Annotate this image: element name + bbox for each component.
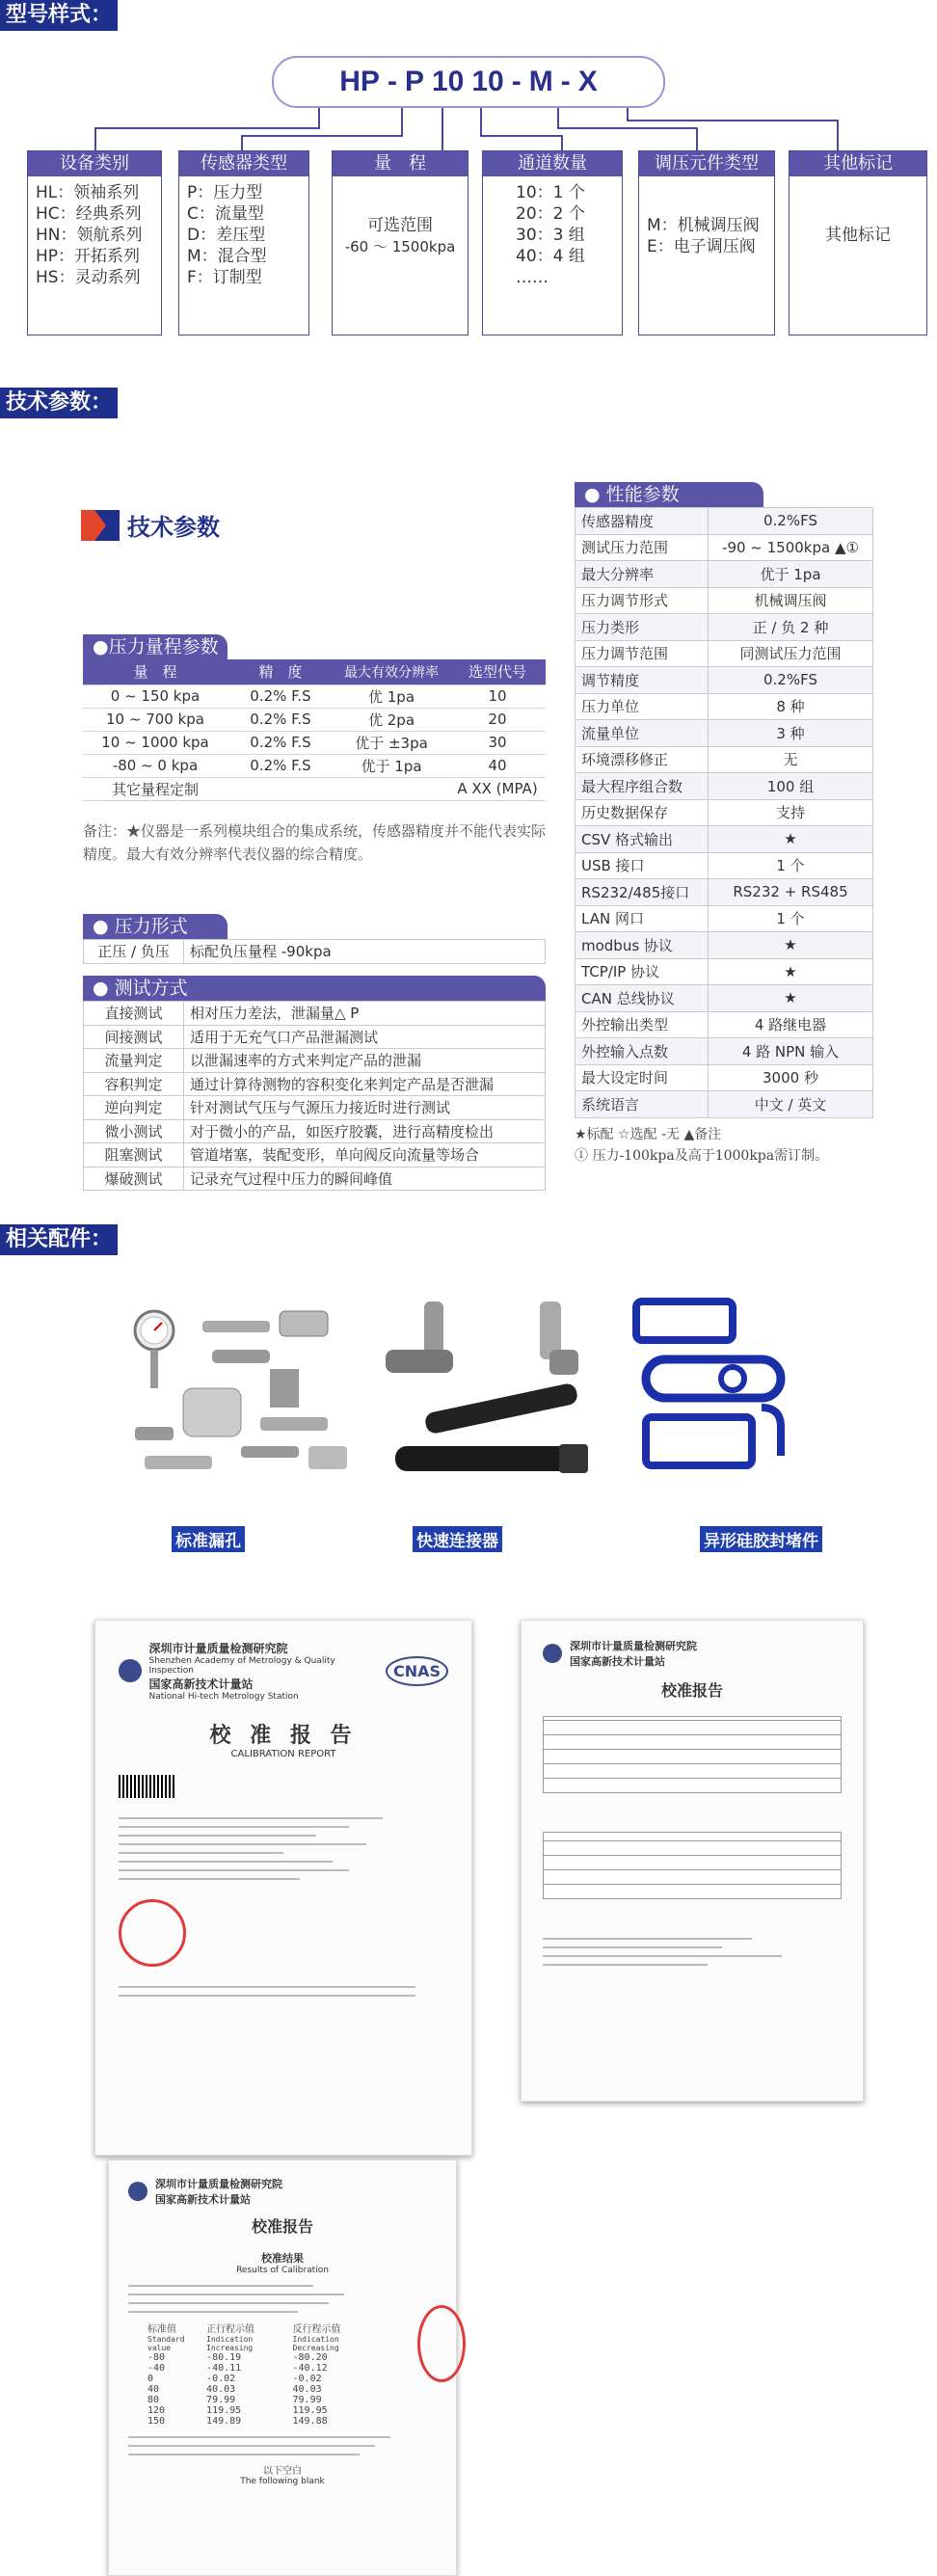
connector-line bbox=[557, 108, 559, 129]
report-title: 校 准 报 告 bbox=[209, 1724, 358, 1748]
table-cell: 0.2%FS bbox=[709, 667, 873, 694]
table-cell: 79.99 bbox=[206, 2395, 236, 2405]
table-row bbox=[576, 1064, 873, 1091]
table-cell: 最大程序组合数 bbox=[576, 773, 709, 800]
model-code-dash: - bbox=[560, 66, 571, 97]
cnas-badge: CNAS bbox=[386, 1656, 448, 1686]
table-cell: 40 bbox=[449, 754, 546, 777]
table-cell: -40 bbox=[147, 2363, 166, 2374]
institute-name: 深圳市计量质量检测研究院 bbox=[570, 1640, 697, 1652]
model-box-line: F：订制型 bbox=[187, 268, 262, 287]
model-box-device-category bbox=[27, 150, 162, 335]
table-row bbox=[84, 1049, 546, 1073]
standards-table bbox=[543, 1832, 842, 1899]
model-code-dash: - bbox=[387, 66, 397, 97]
table-cell: 压力调节范围 bbox=[576, 640, 709, 667]
table-row bbox=[576, 958, 873, 985]
connector-line bbox=[696, 127, 698, 150]
model-box-regulator-type bbox=[638, 150, 775, 335]
table-cell: CAN 总线协议 bbox=[576, 985, 709, 1012]
table-cell: 150 bbox=[147, 2416, 166, 2427]
performance-table bbox=[575, 507, 873, 1118]
table-cell: 149.89 bbox=[206, 2416, 242, 2427]
model-box-title: 调压元件类型 bbox=[639, 151, 774, 176]
connector-line bbox=[480, 135, 563, 137]
model-code-series: HP bbox=[339, 66, 380, 97]
standard-leak-image bbox=[125, 1301, 366, 1485]
range-table bbox=[83, 659, 546, 801]
model-box-line: HC：经典系列 bbox=[36, 204, 142, 224]
range-note: 备注：★仪器是一系列模块组合的集成系统，传感器精度并不能代表实际精度。最大有效分辨率代表仪器的综合精度。 bbox=[83, 822, 547, 863]
station-name: 国家高新技术计量站 bbox=[155, 2193, 251, 2206]
table-row bbox=[576, 1091, 873, 1118]
results-title-en: Results of Calibration bbox=[236, 2266, 329, 2275]
official-seal bbox=[119, 1899, 186, 1967]
connector-line bbox=[837, 120, 839, 150]
table-cell: ★ bbox=[709, 985, 873, 1012]
model-box-channels bbox=[482, 150, 623, 335]
connector-line bbox=[557, 127, 698, 129]
table-cell: 记录充气过程中压力的瞬间峰值 bbox=[184, 1167, 546, 1191]
table-row bbox=[83, 754, 546, 777]
table-row bbox=[576, 985, 873, 1012]
table-cell: 40.03 bbox=[206, 2384, 236, 2395]
model-box-line: -60 ～ 1500kpa bbox=[344, 238, 456, 255]
table-row bbox=[576, 720, 873, 747]
table-cell: 优 1pa bbox=[334, 684, 449, 708]
institute-name: 深圳市计量质量检测研究院 bbox=[148, 1642, 288, 1655]
table-cell: 120 bbox=[147, 2405, 166, 2416]
table-cell: 调节精度 bbox=[576, 667, 709, 694]
table-cell: 其它量程定制 bbox=[83, 777, 228, 800]
model-code-regulator: M bbox=[528, 66, 553, 97]
table-cell: 压力单位 bbox=[576, 693, 709, 720]
range-table-block bbox=[83, 634, 546, 801]
table-row bbox=[576, 614, 873, 641]
table-cell: 119.95 bbox=[292, 2405, 328, 2416]
results-title: 校准结果 bbox=[261, 2252, 304, 2265]
table-cell: 压力类形 bbox=[576, 614, 709, 641]
table-row bbox=[83, 731, 546, 754]
table-cell: A XX (MPA) bbox=[449, 777, 546, 800]
table-cell: ★ bbox=[709, 958, 873, 985]
connector-line bbox=[318, 108, 320, 129]
report-title: 校准报告 bbox=[251, 2217, 313, 2236]
results-header: 标准值 bbox=[147, 2324, 176, 2335]
connector-line bbox=[561, 135, 563, 150]
pressure-form-block bbox=[83, 914, 546, 964]
table-row bbox=[576, 852, 873, 879]
table-row bbox=[576, 534, 873, 561]
model-box-line: HS：灵动系列 bbox=[36, 268, 141, 287]
table-row bbox=[83, 777, 546, 800]
table-cell: 优于 ±3pa bbox=[334, 731, 449, 754]
model-box-line: HN：领航系列 bbox=[36, 226, 143, 245]
table-cell: 10 bbox=[449, 684, 546, 708]
table-row bbox=[576, 1038, 873, 1065]
tech-title-text: 技术参数 bbox=[127, 514, 220, 541]
quick-connector-image bbox=[366, 1292, 598, 1485]
range-table-header: 最大有效分辨率 bbox=[334, 659, 449, 684]
table-row bbox=[576, 561, 873, 588]
table-cell: 测试压力范围 bbox=[576, 534, 709, 561]
table-cell: 80 bbox=[147, 2395, 160, 2405]
results-header-en: Indication Decreasing bbox=[292, 2335, 339, 2352]
pressure-form-title: ● 压力形式 bbox=[83, 914, 228, 939]
connector-line bbox=[94, 127, 96, 150]
table-cell: 外控输入点数 bbox=[576, 1038, 709, 1065]
table-cell: 40 bbox=[147, 2384, 160, 2395]
table-row bbox=[84, 1096, 546, 1120]
table-cell: 4 路 NPN 输入 bbox=[709, 1038, 873, 1065]
table-cell: LAN 网口 bbox=[576, 905, 709, 932]
table-cell: 0.2% F.S bbox=[228, 684, 334, 708]
table-row bbox=[576, 587, 873, 614]
table-row bbox=[147, 2416, 379, 2427]
table-row bbox=[147, 2384, 379, 2395]
connector-line bbox=[401, 108, 403, 137]
report-title-en: CALIBRATION REPORT bbox=[230, 1749, 336, 1759]
table-cell: -0.02 bbox=[292, 2374, 322, 2384]
model-box-line: 可选范围 bbox=[367, 216, 433, 235]
table-row bbox=[576, 1011, 873, 1038]
connector-line bbox=[241, 135, 243, 150]
official-seal bbox=[417, 2305, 466, 2382]
model-box-title: 传感器类型 bbox=[179, 151, 308, 176]
table-cell: 1 个 bbox=[709, 852, 873, 879]
table-cell: TCP/IP 协议 bbox=[576, 958, 709, 985]
table-row bbox=[84, 1072, 546, 1096]
table-row bbox=[84, 940, 546, 964]
table-cell: 0.2% F.S bbox=[228, 708, 334, 731]
model-box-sensor-type bbox=[178, 150, 309, 335]
accessory-caption: 快速连接器 bbox=[413, 1526, 502, 1552]
table-cell: CSV 格式输出 bbox=[576, 826, 709, 853]
table-cell: 机械调压阀 bbox=[709, 587, 873, 614]
table-cell: 1 个 bbox=[709, 905, 873, 932]
calibration-results-page bbox=[108, 2160, 457, 2576]
institute-logo-icon bbox=[543, 1644, 562, 1663]
results-header: 反行程示值 bbox=[292, 2324, 341, 2335]
footer-text-en: The following blank bbox=[240, 2477, 325, 2486]
range-table-title: ●压力量程参数 bbox=[83, 634, 228, 659]
table-cell: modbus 协议 bbox=[576, 932, 709, 959]
table-cell: 149.88 bbox=[292, 2416, 328, 2427]
table-cell: 40.03 bbox=[292, 2384, 322, 2395]
table-row bbox=[83, 708, 546, 731]
table-row bbox=[84, 1143, 546, 1167]
connector-line bbox=[627, 120, 839, 121]
table-cell bbox=[334, 777, 449, 800]
section-model-tag: 型号样式： bbox=[0, 0, 118, 31]
model-box-other bbox=[789, 150, 927, 335]
table-cell: 流量单位 bbox=[576, 720, 709, 747]
range-table-header: 量 程 bbox=[83, 659, 228, 684]
institute-logo-icon bbox=[119, 1659, 142, 1682]
tech-title bbox=[81, 508, 220, 542]
model-code-pill bbox=[272, 56, 665, 108]
model-box-title: 设备类别 bbox=[28, 151, 161, 176]
model-code-channels: 10 bbox=[471, 66, 504, 97]
table-cell: USB 接口 bbox=[576, 852, 709, 879]
model-box-line: HL：领袖系列 bbox=[36, 183, 140, 202]
performance-footnote: ① 压力-100kpa及高于1000kpa需订制。 bbox=[575, 1147, 829, 1164]
model-code-dash: - bbox=[511, 66, 522, 97]
table-cell: 阻塞测试 bbox=[84, 1143, 184, 1167]
test-modes-block bbox=[83, 976, 546, 1191]
model-box-line: HP：开拓系列 bbox=[36, 247, 141, 266]
table-cell: 通过计算待测物的容积变化来判定产品是否泄漏 bbox=[184, 1072, 546, 1096]
section-accessories-tag: 相关配件： bbox=[0, 1224, 118, 1255]
table-cell: 压力调节形式 bbox=[576, 587, 709, 614]
table-row bbox=[147, 2363, 379, 2374]
test-modes-title: ● 测试方式 bbox=[83, 976, 546, 1001]
table-cell bbox=[228, 777, 334, 800]
table-cell: -80 bbox=[147, 2352, 166, 2363]
table-cell: 100 组 bbox=[709, 773, 873, 800]
results-header-en: Indication Increasing bbox=[206, 2335, 254, 2352]
table-row bbox=[576, 799, 873, 826]
table-row bbox=[147, 2352, 379, 2363]
table-cell: 支持 bbox=[709, 799, 873, 826]
table-cell: 优于 1pa bbox=[334, 754, 449, 777]
table-cell: 中文 / 英文 bbox=[709, 1091, 873, 1118]
results-table bbox=[147, 2321, 379, 2427]
footer-text: 以下空白 bbox=[263, 2466, 302, 2477]
table-cell: 8 种 bbox=[709, 693, 873, 720]
accessory-caption: 异形硅胶封堵件 bbox=[700, 1526, 822, 1552]
results-header-en: Standard value bbox=[147, 2335, 185, 2352]
model-box-line: M：混合型 bbox=[187, 247, 267, 266]
table-cell: 最大设定时间 bbox=[576, 1064, 709, 1091]
results-header: 正行程示值 bbox=[206, 2324, 255, 2335]
performance-legend: ★标配 ☆选配 -无 ▲备注 bbox=[575, 1126, 722, 1142]
institute-logo-icon bbox=[128, 2182, 147, 2201]
table-row bbox=[576, 932, 873, 959]
table-cell: 适用于无充气口产品泄漏测试 bbox=[184, 1025, 546, 1049]
table-cell: ★ bbox=[709, 826, 873, 853]
model-code-range: 10 bbox=[431, 66, 465, 97]
connector-line bbox=[480, 108, 482, 137]
model-box-line: M：机械调压阀 bbox=[647, 216, 760, 235]
table-row bbox=[147, 2374, 379, 2384]
table-cell: 同测试压力范围 bbox=[709, 640, 873, 667]
model-box-line: 30：3 组 bbox=[516, 226, 585, 245]
table-cell: 优 2pa bbox=[334, 708, 449, 731]
table-cell: 优于 1pa bbox=[709, 561, 873, 588]
standards-table bbox=[543, 1716, 842, 1793]
table-cell: 3000 秒 bbox=[709, 1064, 873, 1091]
table-row bbox=[576, 693, 873, 720]
table-row bbox=[576, 508, 873, 535]
table-cell: 外控输出类型 bbox=[576, 1011, 709, 1038]
model-box-title: 其他标记 bbox=[790, 151, 926, 176]
table-cell: 对于微小的产品，如医疗胶囊，进行高精度检出 bbox=[184, 1119, 546, 1143]
table-cell: 0 ~ 150 kpa bbox=[83, 684, 228, 708]
table-row bbox=[84, 1167, 546, 1191]
table-cell: 环境漂移修正 bbox=[576, 746, 709, 773]
barcode bbox=[119, 1775, 176, 1798]
table-cell: 管道堵塞，装配变形，单向阀反向流量等场合 bbox=[184, 1143, 546, 1167]
station-name: 国家高新技术计量站 bbox=[148, 1677, 254, 1691]
section-tech-tag: 技术参数： bbox=[0, 388, 118, 418]
range-table-header: 精 度 bbox=[228, 659, 334, 684]
pressure-form-value: 标配负压量程 -90kpa bbox=[184, 940, 546, 964]
accessory-caption: 标准漏孔 bbox=[172, 1526, 245, 1552]
model-box-line: 40：4 组 bbox=[516, 247, 585, 266]
table-row bbox=[576, 826, 873, 853]
calibration-certificate-page bbox=[521, 1620, 864, 2102]
performance-title: ● 性能参数 bbox=[575, 482, 763, 507]
table-row bbox=[84, 1119, 546, 1143]
performance-block bbox=[575, 482, 873, 1165]
range-table-header: 选型代号 bbox=[449, 659, 546, 684]
model-box-line: D：差压型 bbox=[187, 226, 266, 245]
table-cell: 爆破测试 bbox=[84, 1167, 184, 1191]
station-name-en: National Hi-tech Metrology Station bbox=[148, 1692, 299, 1702]
model-box-line: 其他标记 bbox=[825, 226, 891, 245]
table-row bbox=[84, 1025, 546, 1049]
table-row bbox=[84, 1002, 546, 1026]
table-cell: 传感器精度 bbox=[576, 508, 709, 535]
model-box-line: E：电子调压阀 bbox=[647, 237, 756, 256]
table-cell: -40.12 bbox=[292, 2363, 328, 2374]
table-cell: 20 bbox=[449, 708, 546, 731]
table-row bbox=[147, 2405, 379, 2416]
table-cell: 直接测试 bbox=[84, 1002, 184, 1026]
table-cell: -80 ~ 0 kpa bbox=[83, 754, 228, 777]
connector-line bbox=[241, 135, 403, 137]
table-cell: 逆向判定 bbox=[84, 1096, 184, 1120]
table-cell: RS232/485接口 bbox=[576, 879, 709, 906]
table-cell: 119.95 bbox=[206, 2405, 242, 2416]
institute-name: 深圳市计量质量检测研究院 bbox=[155, 2178, 282, 2190]
table-cell: 79.99 bbox=[292, 2395, 322, 2405]
table-row bbox=[147, 2395, 379, 2405]
table-row bbox=[576, 746, 873, 773]
table-cell: 系统语言 bbox=[576, 1091, 709, 1118]
table-cell: 4 路继电器 bbox=[709, 1011, 873, 1038]
table-cell: 0.2% F.S bbox=[228, 731, 334, 754]
table-cell: 容积判定 bbox=[84, 1072, 184, 1096]
table-cell: -90 ~ 1500kpa ▲① bbox=[709, 534, 873, 561]
table-cell: 最大分辨率 bbox=[576, 561, 709, 588]
tech-logo-icon bbox=[81, 510, 120, 541]
connector-line bbox=[442, 108, 443, 150]
model-box-line: 20：2 个 bbox=[516, 204, 585, 224]
table-cell: 0 bbox=[147, 2374, 154, 2384]
table-cell: 10 ~ 1000 kpa bbox=[83, 731, 228, 754]
table-cell: -40.11 bbox=[206, 2363, 242, 2374]
table-cell: 流量判定 bbox=[84, 1049, 184, 1073]
model-box-line: P：压力型 bbox=[187, 183, 263, 202]
model-box-range bbox=[332, 150, 468, 335]
station-name: 国家高新技术计量站 bbox=[570, 1655, 665, 1668]
silicone-plug-image bbox=[617, 1292, 810, 1485]
model-code-sensor: P bbox=[404, 66, 424, 97]
table-cell: 30 bbox=[449, 731, 546, 754]
table-cell: 微小测试 bbox=[84, 1119, 184, 1143]
table-row bbox=[576, 773, 873, 800]
table-cell: 3 种 bbox=[709, 720, 873, 747]
table-cell: 以泄漏速率的方式来判定产品的泄漏 bbox=[184, 1049, 546, 1073]
model-code-other: X bbox=[577, 66, 598, 97]
table-cell: 正 / 负 2 种 bbox=[709, 614, 873, 641]
institute-name-en: Shenzhen Academy of Metrology & Quality Inspection bbox=[148, 1656, 335, 1676]
table-row bbox=[83, 684, 546, 708]
table-row bbox=[576, 667, 873, 694]
table-cell: -0.02 bbox=[206, 2374, 236, 2384]
table-cell: 针对测试气压与气源压力接近时进行测试 bbox=[184, 1096, 546, 1120]
model-box-line: 10：1 个 bbox=[516, 183, 585, 202]
table-cell: 历史数据保存 bbox=[576, 799, 709, 826]
table-cell: RS232 + RS485 bbox=[709, 879, 873, 906]
table-row bbox=[576, 905, 873, 932]
table-cell: 间接测试 bbox=[84, 1025, 184, 1049]
table-cell: 0.2% F.S bbox=[228, 754, 334, 777]
model-box-title: 通道数量 bbox=[483, 151, 622, 176]
table-cell: 10 ~ 700 kpa bbox=[83, 708, 228, 731]
table-cell: 相对压力差法，泄漏量△ P bbox=[184, 1002, 546, 1026]
table-row bbox=[576, 879, 873, 906]
model-box-line: C：流量型 bbox=[187, 204, 264, 224]
report-title: 校准报告 bbox=[660, 1681, 723, 1700]
pressure-form-key: 正压 / 负压 bbox=[84, 940, 184, 964]
table-row bbox=[576, 640, 873, 667]
model-box-title: 量 程 bbox=[333, 151, 468, 176]
table-cell: -80.19 bbox=[206, 2352, 242, 2363]
test-modes-table bbox=[83, 1001, 546, 1191]
model-box-line: …… bbox=[516, 268, 549, 287]
table-cell: ★ bbox=[709, 932, 873, 959]
connector-line bbox=[94, 127, 320, 129]
table-cell: -80.20 bbox=[292, 2352, 328, 2363]
table-cell: 无 bbox=[709, 746, 873, 773]
calibration-certificate-cover bbox=[94, 1620, 472, 2156]
table-cell: 0.2%FS bbox=[709, 508, 873, 535]
